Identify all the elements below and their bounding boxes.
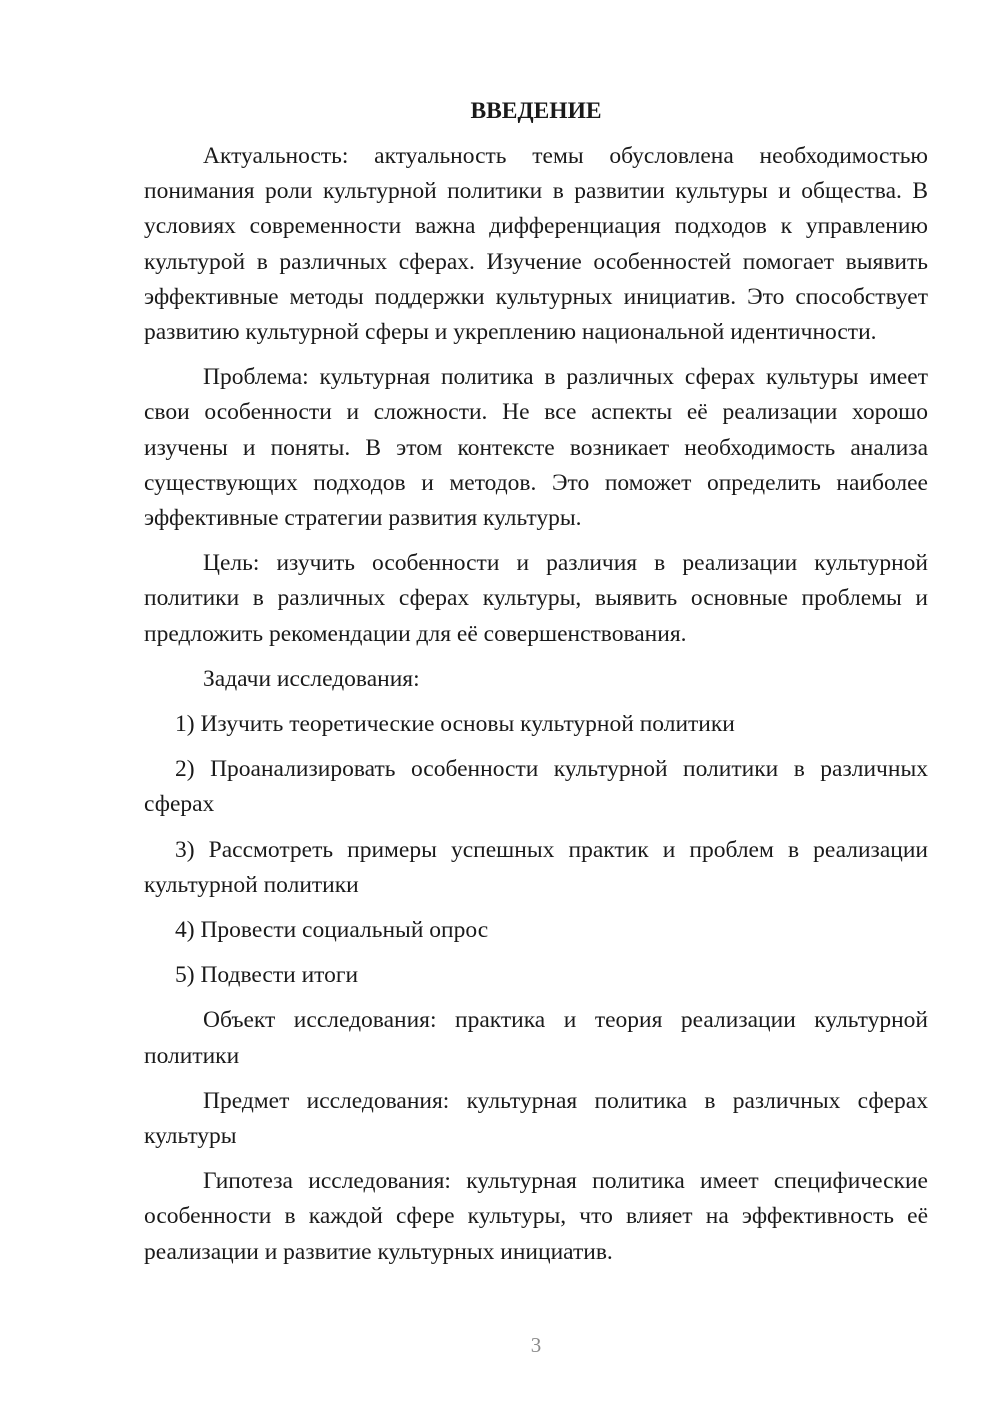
document-body [144,94,928,1280]
task-item: 5) Подвести итоги [175,962,359,989]
task-item: 3) Рассмотреть примеры успешных практик и проблем в реализации культурной политики [144,836,928,898]
hypothesis-paragraph: Гипотеза исследования: культурная политика имеет специфические особенности в каждой сфере культуры, что влияет на эффективность её реализации и развитие культурных инициатив. [144,1168,928,1265]
problem-paragraph: Проблема: культурная политика в различных сферах культуры имеет свои особенности и сложности. Не все аспекты её реализации хорошо изучены и поняты. В этом контексте возникает необходимость анализа существующих подходов и методов. Это поможет определить наиболее эффективные стратегии развития культуры. [144,364,928,532]
task-item: 2) Проанализировать особенности культурной политики в различных сферах [144,756,928,818]
task-item: 4) Провести социальный опрос [175,917,489,944]
relevance-paragraph: Актуальность: актуальность темы обусловлена необходимостью понимания роли культурной политики в развитии культуры и общества. В условиях современности важна дифференциация подходов к управлению культурой в различных сферах. Изучение особенностей помогает выявить эффективные методы поддержки культурных инициатив. Это способствует развитию культурной сферы и укреплению национальной идентичности. [144,143,928,346]
object-paragraph: Объект исследования: практика и теория реализации культурной политики [144,1007,928,1069]
goal-paragraph: Цель: изучить особенности и различия в реализации культурной политики в различных сферах культуры, выявить основные проблемы и предложить рекомендации для её совершенствования. [144,550,928,647]
page-number: 3 [530,1333,542,1357]
section-title: ВВЕДЕНИЕ [470,98,602,124]
subject-paragraph: Предмет исследования: культурная политика в различных сферах культуры [144,1087,928,1150]
task-item: 1) Изучить теоретические основы культурной политики [175,711,735,738]
tasks-heading: Задачи исследования: [203,665,420,692]
